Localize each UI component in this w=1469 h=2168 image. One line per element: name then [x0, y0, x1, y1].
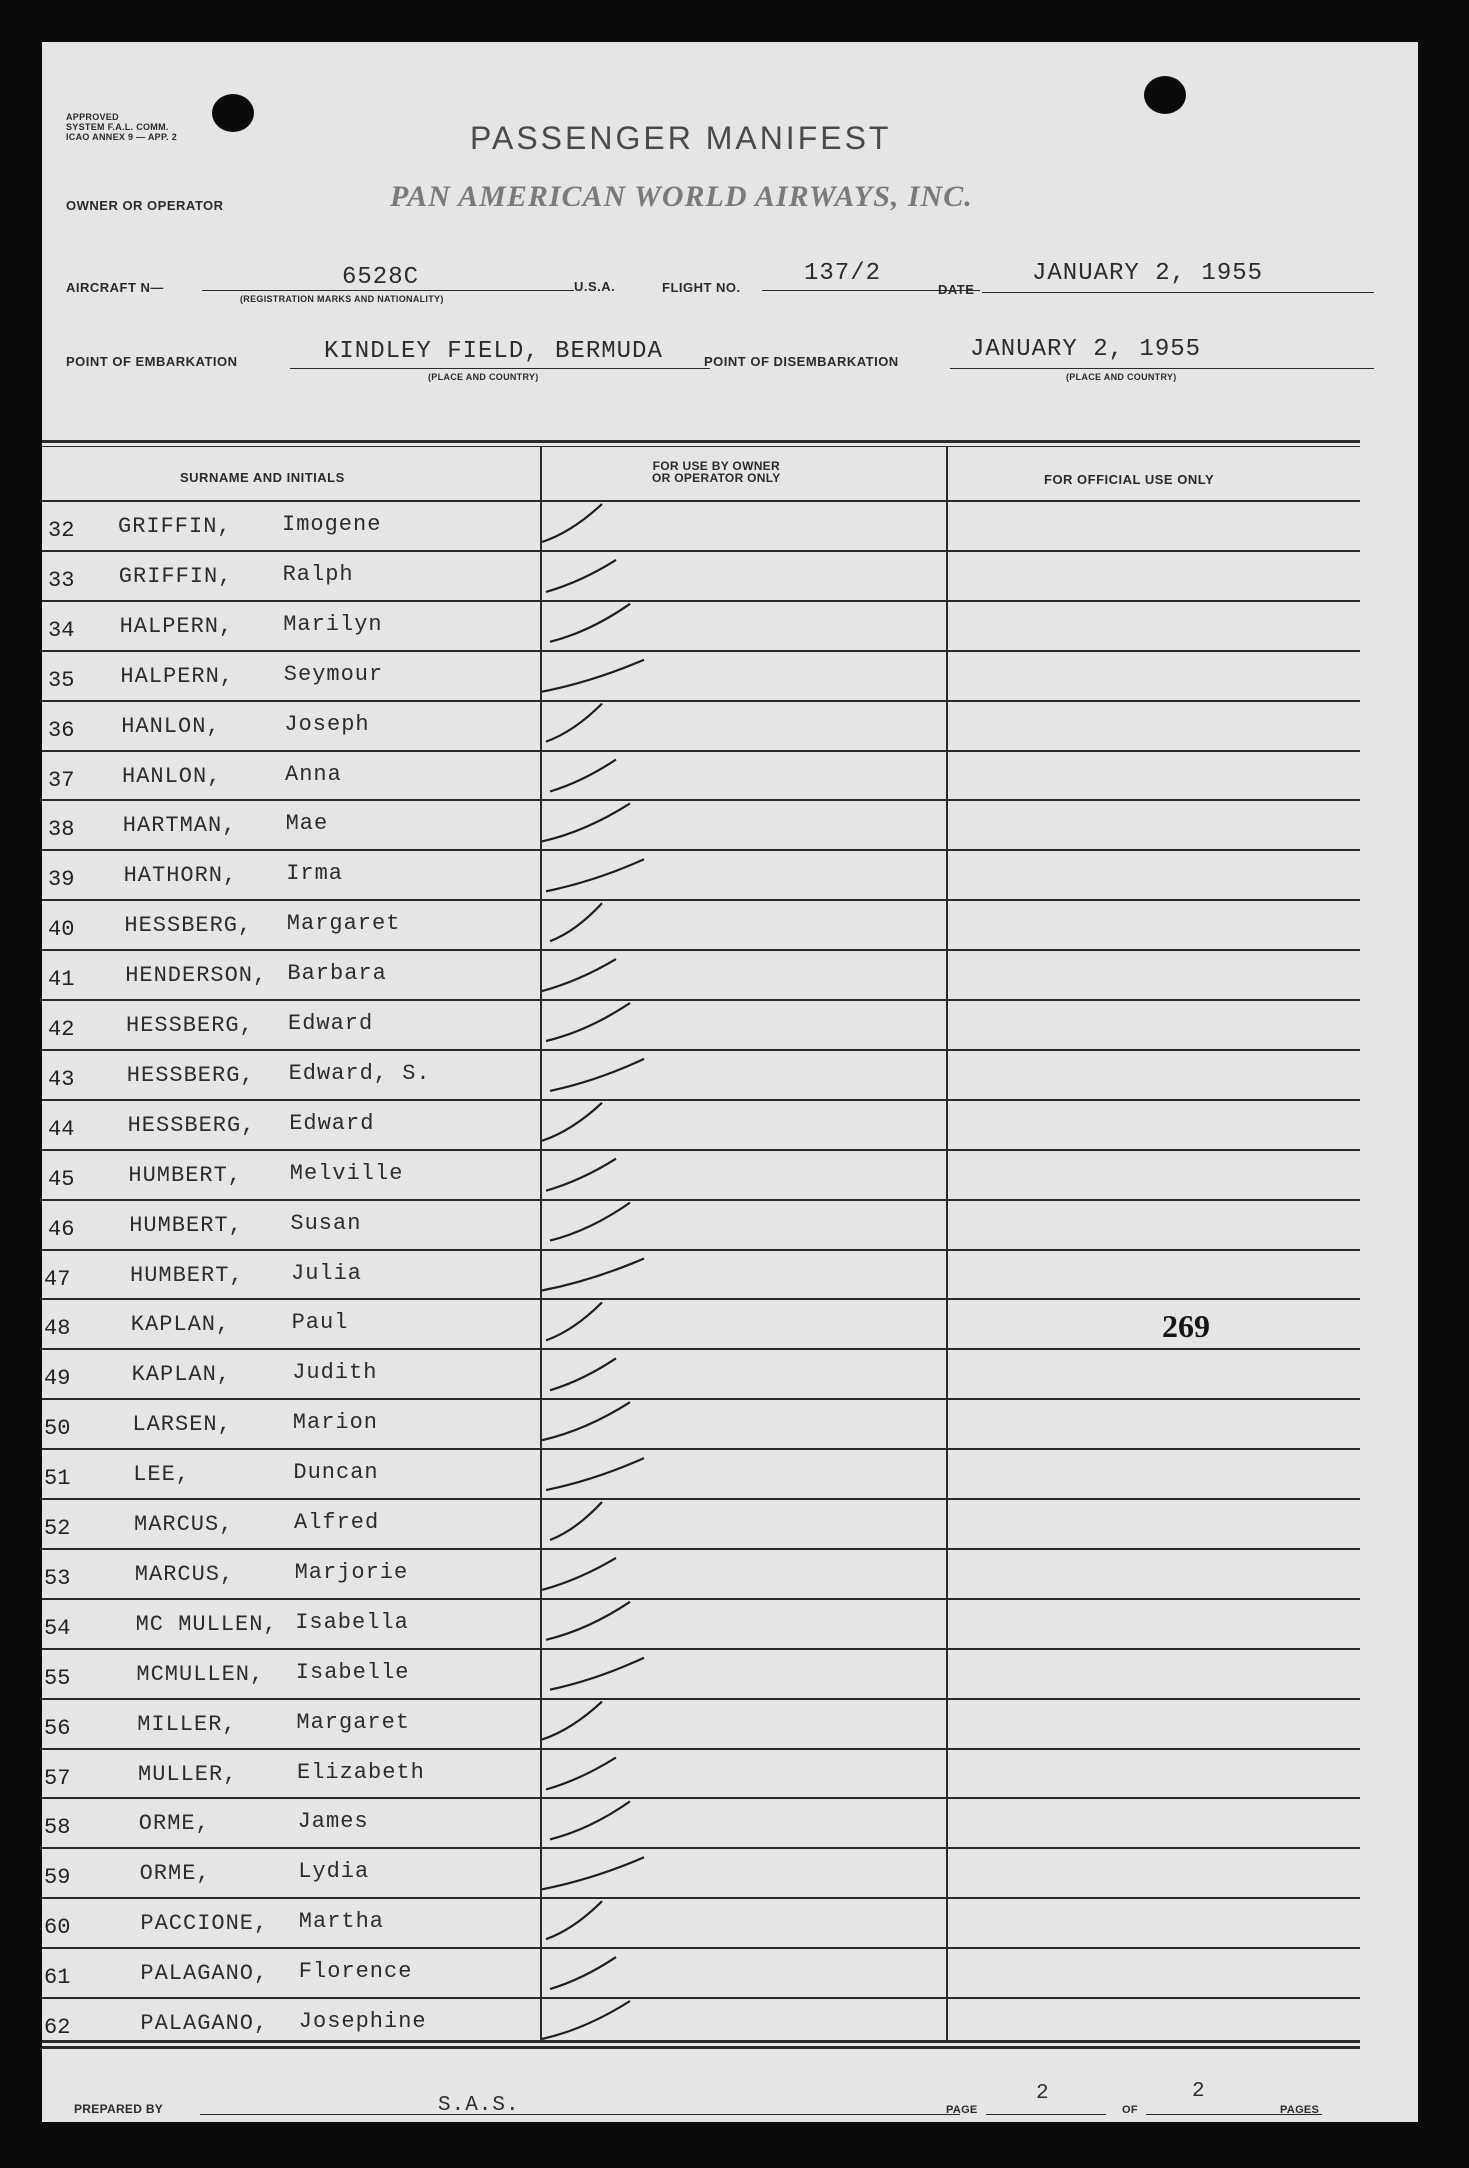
row-number: 59	[44, 1865, 71, 1891]
check-mark	[546, 1003, 630, 1041]
passenger-surname: HATHORN,	[123, 863, 238, 889]
passenger-given-name: Duncan	[293, 1460, 379, 1486]
passenger-surname: HANLON,	[122, 763, 222, 789]
col-header-surname: SURNAME AND INITIALS	[180, 470, 345, 485]
passenger-given-name: Margaret	[296, 1709, 411, 1735]
passenger-surname: KAPLAN,	[130, 1312, 231, 1338]
row-number: 49	[44, 1366, 71, 1392]
col-header-official: FOR OFFICIAL USE ONLY	[1044, 472, 1215, 487]
row-number: 61	[44, 1965, 71, 1991]
passenger-given-name: Martha	[298, 1909, 385, 1935]
passenger-surname: HUMBERT,	[129, 1212, 243, 1238]
row-number: 39	[48, 867, 75, 893]
check-mark	[550, 1059, 644, 1091]
passenger-surname: MCMULLEN,	[136, 1661, 265, 1687]
row-number: 57	[44, 1765, 71, 1791]
usa-label: U.S.A.	[574, 279, 616, 294]
row-number: 37	[48, 767, 75, 793]
check-mark	[546, 1901, 602, 1939]
approval-line-2: SYSTEM F.A.L. COMM.	[66, 122, 169, 132]
check-marks-layer	[42, 42, 1418, 2122]
passenger-surname: HENDERSON,	[125, 963, 268, 989]
airline-name: PAN AMERICAN WORLD AIRWAYS, INC.	[390, 180, 973, 213]
check-mark	[550, 760, 616, 792]
check-mark	[546, 704, 602, 742]
passenger-given-name: Marilyn	[283, 611, 383, 637]
date-label: DATE	[938, 282, 975, 297]
owner-operator-label: OWNER OR OPERATOR	[66, 198, 224, 213]
approval-line-1: APPROVED	[66, 112, 119, 122]
passenger-given-name: Edward	[289, 1110, 375, 1136]
row-number: 38	[48, 817, 75, 843]
passenger-given-name: Isabella	[295, 1609, 409, 1635]
row-number: 50	[44, 1416, 71, 1442]
check-mark	[546, 1302, 602, 1340]
page-value: 2	[1036, 2082, 1050, 2105]
passenger-given-name: Isabelle	[295, 1659, 410, 1685]
check-mark	[542, 959, 616, 991]
passenger-given-name: Susan	[290, 1210, 362, 1236]
col-header-owner-line-1: FOR USE BY OWNER	[652, 459, 780, 473]
passenger-surname: PALAGANO,	[140, 2011, 269, 2036]
passenger-surname: HESSBERG,	[126, 1062, 255, 1088]
check-mark	[546, 1758, 616, 1790]
passenger-surname: PALAGANO,	[140, 1961, 269, 1987]
check-mark	[542, 1558, 616, 1590]
aircraft-value: 6528C	[342, 264, 420, 291]
passenger-surname: HESSBERG,	[127, 1112, 256, 1138]
embarkation-label: POINT OF EMBARKATION	[66, 354, 238, 369]
check-mark	[542, 1259, 644, 1291]
passenger-surname: HUMBERT,	[130, 1262, 244, 1288]
prepared-by-label: PREPARED BY	[74, 2102, 164, 2116]
passenger-given-name: Margaret	[286, 911, 401, 937]
row-number: 35	[48, 667, 75, 693]
passenger-surname: MC MULLEN,	[135, 1611, 278, 1637]
passenger-given-name: Barbara	[287, 961, 387, 987]
of-label: OF	[1122, 2104, 1138, 2116]
registration-note: (REGISTRATION MARKS AND NATIONALITY)	[240, 294, 444, 304]
passenger-given-name: Florence	[298, 1959, 413, 1985]
row-number: 42	[48, 1017, 75, 1042]
passenger-given-name: Alfred	[294, 1510, 380, 1535]
prepared-by-underline	[200, 2114, 960, 2115]
place-country-embark: (PLACE AND COUNTRY)	[428, 372, 539, 382]
pages-label: PAGES	[1280, 2104, 1320, 2116]
disembarkation-value: JANUARY 2, 1955	[970, 336, 1202, 363]
row-number: 43	[48, 1066, 75, 1092]
passenger-given-name: Marjorie	[294, 1559, 409, 1585]
check-mark	[542, 504, 602, 542]
manifest-sheet	[42, 42, 1418, 2122]
check-mark	[550, 1502, 602, 1540]
passenger-given-name: Joseph	[284, 711, 370, 737]
passenger-given-name: Marion	[292, 1410, 379, 1436]
row-number: 45	[48, 1166, 75, 1192]
check-mark	[542, 1402, 630, 1440]
passenger-surname: HANLON,	[121, 713, 221, 739]
passenger-surname: HESSBERG,	[124, 913, 253, 939]
row-number: 53	[44, 1565, 71, 1591]
check-mark	[550, 1658, 644, 1690]
check-mark	[550, 1203, 630, 1241]
passenger-given-name: Irma	[286, 861, 343, 887]
page-title: PASSENGER MANIFEST	[470, 120, 892, 156]
row-number: 46	[48, 1216, 75, 1242]
check-mark	[550, 604, 630, 642]
row-number: 58	[44, 1815, 71, 1841]
passenger-given-name: Edward	[288, 1011, 374, 1036]
page-label: PAGE	[946, 2104, 978, 2116]
row-number: 41	[48, 967, 75, 993]
page-underline	[986, 2114, 1106, 2115]
passenger-given-name: Josephine	[298, 2009, 427, 2034]
check-mark	[550, 1801, 630, 1839]
passenger-given-name: Melville	[289, 1160, 404, 1186]
passenger-surname: LEE,	[133, 1462, 190, 1488]
check-mark	[542, 1702, 602, 1740]
passenger-surname: GRIFFIN,	[118, 514, 232, 539]
check-mark	[542, 660, 644, 692]
check-mark	[542, 1857, 644, 1889]
row-number: 44	[48, 1116, 75, 1142]
row-number: 60	[44, 1915, 71, 1941]
approval-line-3: ICAO ANNEX 9 — APP. 2	[66, 132, 177, 142]
passenger-surname: MILLER,	[137, 1711, 237, 1737]
row-number: 54	[44, 1615, 71, 1641]
passenger-surname: MARCUS,	[134, 1561, 235, 1587]
check-mark	[550, 903, 602, 941]
passenger-surname: MULLER,	[138, 1761, 238, 1787]
row-number: 48	[44, 1316, 71, 1342]
col-header-owner-line-2: OR OPERATOR ONLY	[652, 471, 781, 485]
row-number: 34	[48, 617, 75, 643]
check-mark	[542, 803, 630, 841]
date-value: JANUARY 2, 1955	[1032, 260, 1264, 287]
aircraft-label: AIRCRAFT N—	[66, 280, 164, 295]
passenger-given-name: Anna	[285, 761, 342, 787]
row-number: 36	[48, 717, 75, 743]
check-mark	[546, 1602, 630, 1640]
passenger-surname: HALPERN,	[120, 663, 235, 689]
passenger-given-name: Seymour	[283, 661, 384, 687]
passenger-given-name: Edward, S.	[288, 1060, 431, 1086]
row-number: 40	[48, 917, 75, 943]
passenger-surname: MARCUS,	[134, 1512, 234, 1537]
check-mark	[542, 2001, 630, 2039]
prepared-by-value: S.A.S.	[438, 2094, 520, 2117]
embarkation-value: KINDLEY FIELD, BERMUDA	[324, 338, 663, 365]
passenger-surname: GRIFFIN,	[118, 563, 233, 589]
flight-no-label: FLIGHT NO.	[662, 280, 741, 295]
passenger-given-name: James	[297, 1809, 369, 1835]
check-mark	[546, 1458, 644, 1490]
passenger-surname: LARSEN,	[132, 1412, 232, 1438]
passenger-given-name: Ralph	[282, 561, 354, 587]
passenger-given-name: Mae	[285, 811, 329, 837]
passenger-surname: HALPERN,	[119, 613, 234, 639]
passenger-surname: KAPLAN,	[131, 1362, 232, 1388]
passenger-surname: ORME,	[138, 1811, 210, 1837]
row-number: 32	[48, 518, 75, 543]
of-pages-value: 2	[1192, 2080, 1206, 2103]
check-mark	[550, 1957, 616, 1989]
passenger-surname: ORME,	[139, 1861, 211, 1887]
row-number: 62	[44, 2015, 71, 2040]
check-mark	[542, 1103, 602, 1141]
passenger-surname: HARTMAN,	[122, 813, 237, 839]
passenger-given-name: Paul	[291, 1310, 349, 1336]
check-mark	[546, 1159, 616, 1191]
passenger-surname: PACCIONE,	[140, 1911, 269, 1937]
passenger-surname: HESSBERG,	[126, 1013, 254, 1038]
flight-no-value: 137/2	[804, 260, 882, 287]
row-number: 52	[44, 1516, 71, 1541]
row-number: 47	[44, 1266, 71, 1292]
row-number: 33	[48, 567, 75, 593]
check-mark	[546, 560, 616, 592]
row-number: 55	[44, 1665, 71, 1691]
passenger-surname: HUMBERT,	[128, 1162, 243, 1188]
row-number: 56	[44, 1715, 71, 1741]
disembarkation-label: POINT OF DISEMBARKATION	[704, 354, 899, 369]
passenger-given-name: Elizabeth	[297, 1759, 425, 1785]
official-number: 269	[1162, 1308, 1210, 1344]
check-mark	[550, 1358, 616, 1390]
passenger-given-name: Julia	[291, 1260, 363, 1286]
place-country-disembark: (PLACE AND COUNTRY)	[1066, 372, 1177, 382]
passenger-given-name: Judith	[292, 1360, 378, 1386]
check-mark	[546, 859, 644, 891]
row-number: 51	[44, 1466, 71, 1492]
passenger-given-name: Imogene	[282, 512, 382, 537]
passenger-given-name: Lydia	[298, 1859, 370, 1885]
